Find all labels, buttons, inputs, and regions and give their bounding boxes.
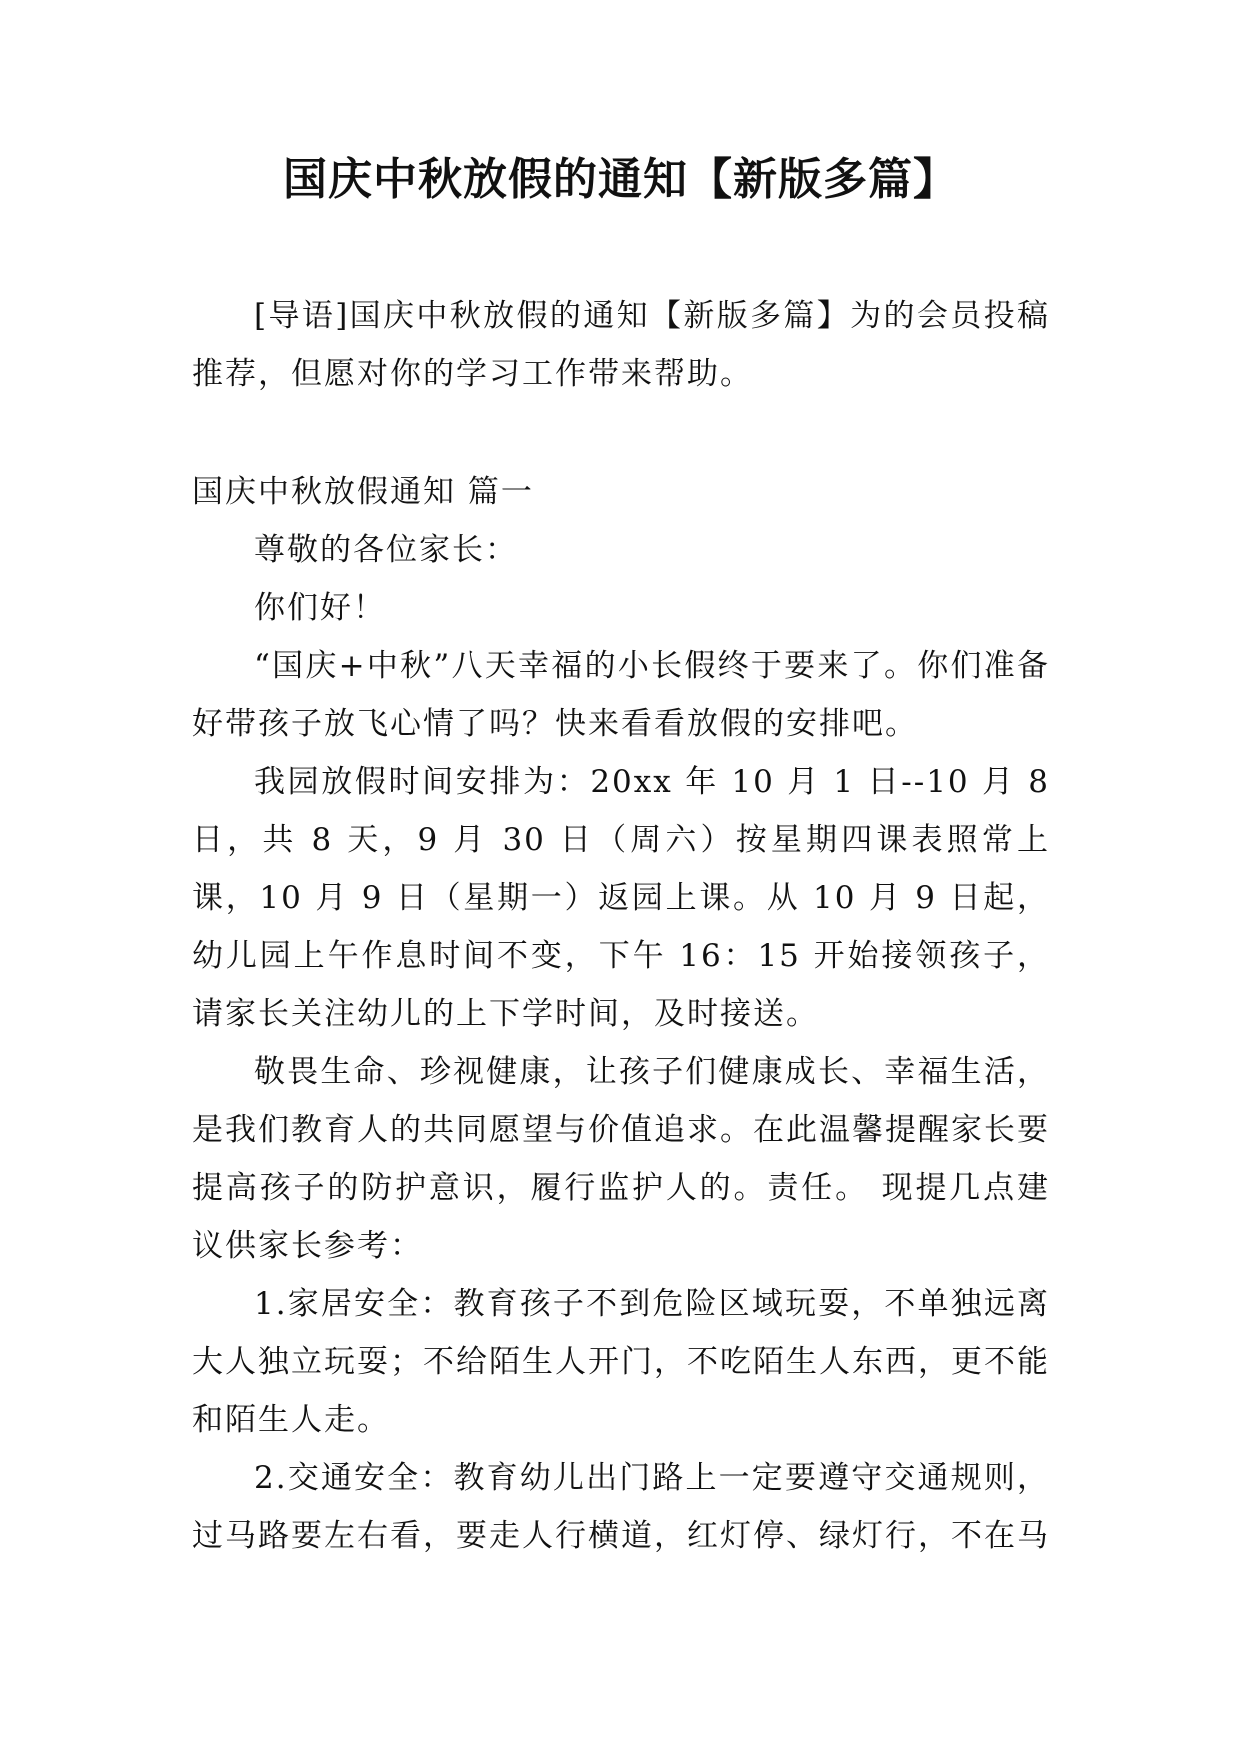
notice-content — [192, 463, 1050, 1565]
document-title: 国庆中秋放假的通知【新版多篇】 — [283, 154, 958, 205]
paragraph-traffic-safety: 2.交通安全：教育幼儿出门路上一定要遵守交通规则，过马路要左右看，要走人行横道，红灯停、绿灯行，不在马 — [192, 1460, 1050, 1554]
salutation: 尊敬的各位家长： — [254, 532, 518, 568]
paragraph-home-safety: 1.家居安全：教育孩子不到危险区域玩耍，不单独远离大人独立玩耍；不给陌生人开门，不吃陌生人东西，更不能和陌生人走。 — [192, 1286, 1050, 1438]
paragraph-schedule: 我园放假时间安排为：20xx 年 10 月 1 日--10 月 8 日，共 8 天，9 月 30 日（周六）按星期四课表照常上课，10 月 9 日（星期一）返园上课。从 10 月 9 日起，幼儿园上午作息时间不变，下午 16：15 开始接领孩子，请家长关注幼儿的上下学时间，及时接送。 — [192, 764, 1050, 1032]
section-heading: 国庆中秋放假通知 篇一 — [192, 474, 534, 510]
intro-block — [192, 287, 1050, 403]
paragraph-holiday-intro: “国庆+中秋”八天幸福的小长假终于要来了。你们准备好带孩子放飞心情了吗？快来看看放假的安排吧。 — [192, 648, 1050, 742]
greeting: 你们好！ — [254, 590, 386, 626]
intro-paragraph: [导语]国庆中秋放假的通知【新版多篇】为的会员投稿推荐，但愿对你的学习工作带来帮助。 — [192, 298, 1050, 392]
paragraph-safety-intro: 敬畏生命、珍视健康，让孩子们健康成长、幸福生活，是我们教育人的共同愿望与价值追求。在此温馨提醒家长要提高孩子的防护意识，履行监护人的。责任。 现提几点建议供家长参考： — [192, 1054, 1050, 1264]
